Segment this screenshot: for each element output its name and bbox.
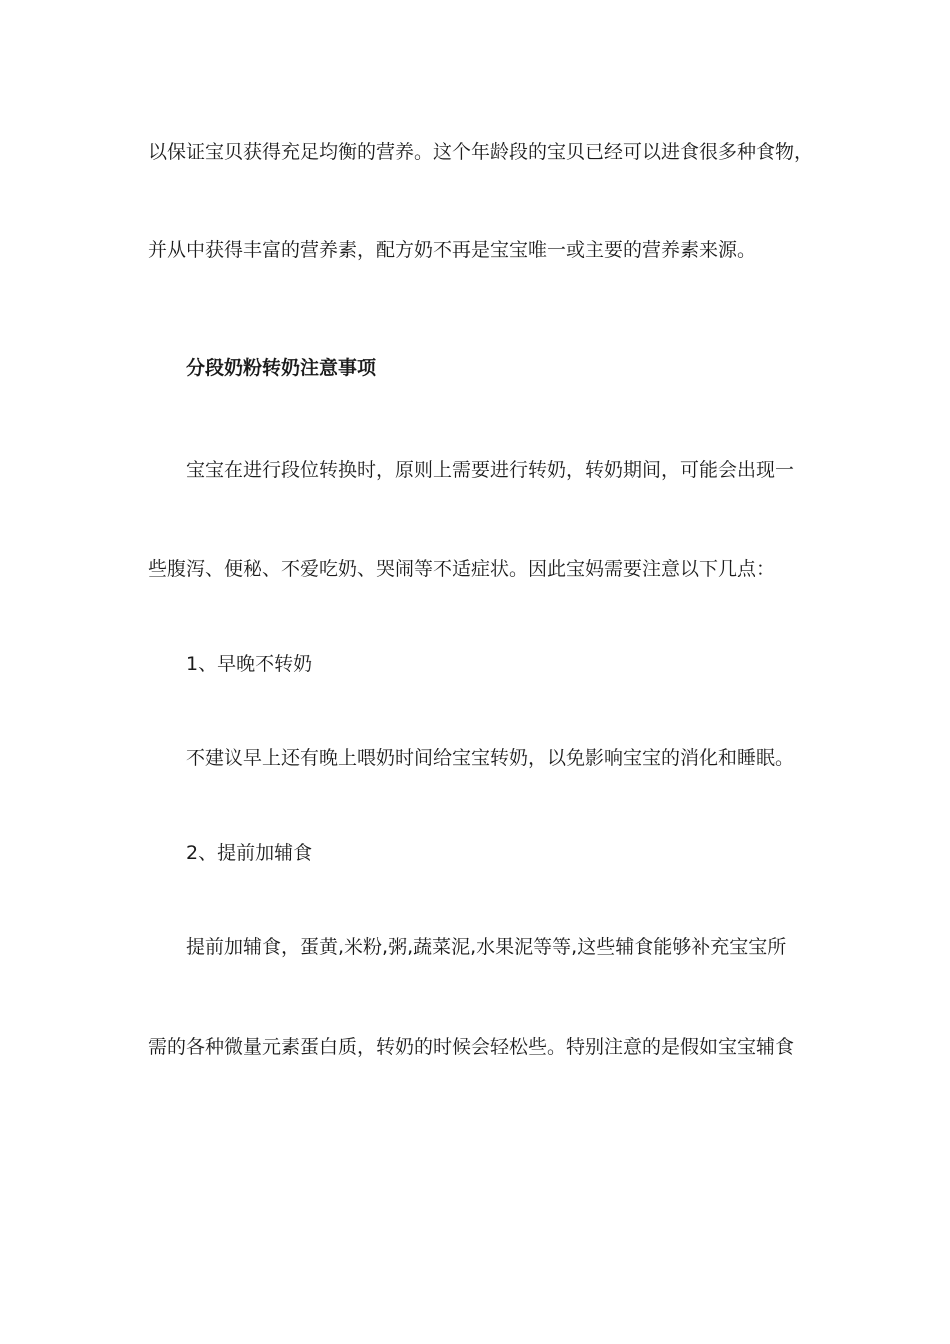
paragraph-line-1: 以保证宝贝获得充足均衡的营养。这个年龄段的宝贝已经可以进食很多种食物， bbox=[148, 141, 814, 163]
list-item-2-title: 2、提前加辅食 bbox=[186, 842, 313, 864]
list-item-2-body-line-1: 提前加辅食，蛋黄,米粉,粥,蔬菜泥,水果泥等等,这些辅食能够补充宝宝所 bbox=[186, 936, 787, 958]
paragraph-line-2: 并从中获得丰富的营养素，配方奶不再是宝宝唯一或主要的营养素来源。 bbox=[148, 239, 757, 261]
list-item-1-title: 1、早晚不转奶 bbox=[186, 653, 313, 675]
paragraph-line-4: 些腹泻、便秘、不爱吃奶、哭闹等不适症状。因此宝妈需要注意以下几点： bbox=[148, 558, 776, 580]
paragraph-line-3: 宝宝在进行段位转换时，原则上需要进行转奶，转奶期间，可能会出现一 bbox=[186, 459, 795, 481]
list-item-1-body: 不建议早上还有晚上喂奶时间给宝宝转奶，以免影响宝宝的消化和睡眠。 bbox=[186, 747, 795, 769]
section-heading: 分段奶粉转奶注意事项 bbox=[186, 357, 377, 379]
list-item-2-body-line-2: 需的各种微量元素蛋白质，转奶的时候会轻松些。特别注意的是假如宝宝辅食 bbox=[148, 1036, 795, 1058]
